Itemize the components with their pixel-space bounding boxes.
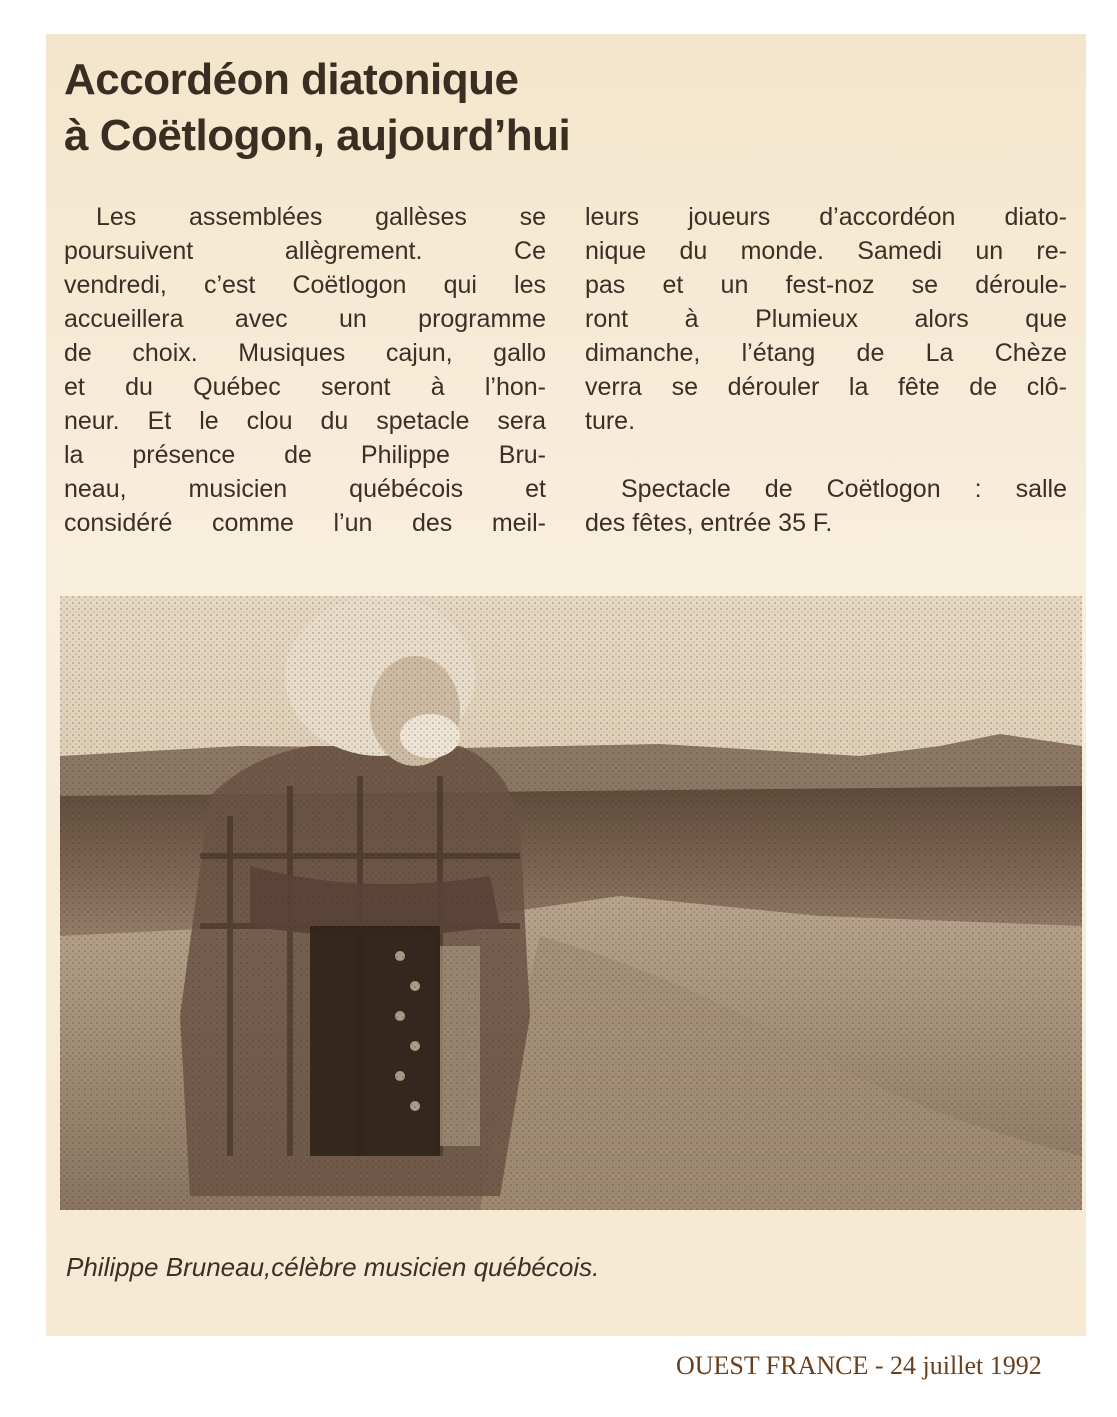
text-line: nique du monde. Samedi un re-: [585, 237, 1067, 265]
text-line: et du Québec seront à l’hon-: [64, 373, 546, 401]
text-line: verra se dérouler la fête de clô-: [585, 373, 1067, 401]
text-line: la présence de Philippe Bru-: [64, 441, 546, 469]
text-line: neau, musicien québécois et: [64, 475, 546, 503]
text-line: ront à Plumieux alors que: [585, 305, 1067, 333]
photo-accordion-player-landscape: [60, 596, 1082, 1210]
headline: [64, 52, 684, 164]
photograph: [60, 596, 1082, 1210]
text-line: ture.: [585, 407, 636, 435]
text-line: pas et un fest-noz se déroule-: [585, 271, 1067, 299]
text-line: poursuivent allègrement. Ce: [64, 237, 546, 265]
text-line: considéré comme l’un des meil-: [64, 509, 546, 537]
headline-line-1: Accordéon diatonique: [64, 55, 519, 104]
text-line: dimanche, l’étang de La Chèze: [585, 339, 1067, 367]
text-line: Les assemblées gallèses se: [96, 203, 546, 231]
photo-caption: Philippe Bruneau,célèbre musicien québécois.: [66, 1252, 600, 1282]
text-line: leurs joueurs d’accordéon diato-: [585, 203, 1067, 231]
article-column-1: [64, 200, 546, 540]
text-line: accueillera avec un programme: [64, 305, 546, 333]
text-line: de choix. Musiques cajun, gallo: [64, 339, 546, 367]
text-line: des fêtes, entrée 35 F.: [585, 509, 833, 537]
article-column-2: [585, 200, 1067, 540]
text-line: vendredi, c’est Coëtlogon qui les: [64, 271, 546, 299]
source-citation: OUEST FRANCE - 24 juillet 1992: [676, 1351, 1042, 1380]
text-line: neur. Et le clou du spetacle sera: [64, 407, 546, 435]
text-line: Spectacle de Coëtlogon : salle: [621, 475, 1067, 503]
headline-line-2: à Coëtlogon, aujourd’hui: [64, 111, 571, 160]
